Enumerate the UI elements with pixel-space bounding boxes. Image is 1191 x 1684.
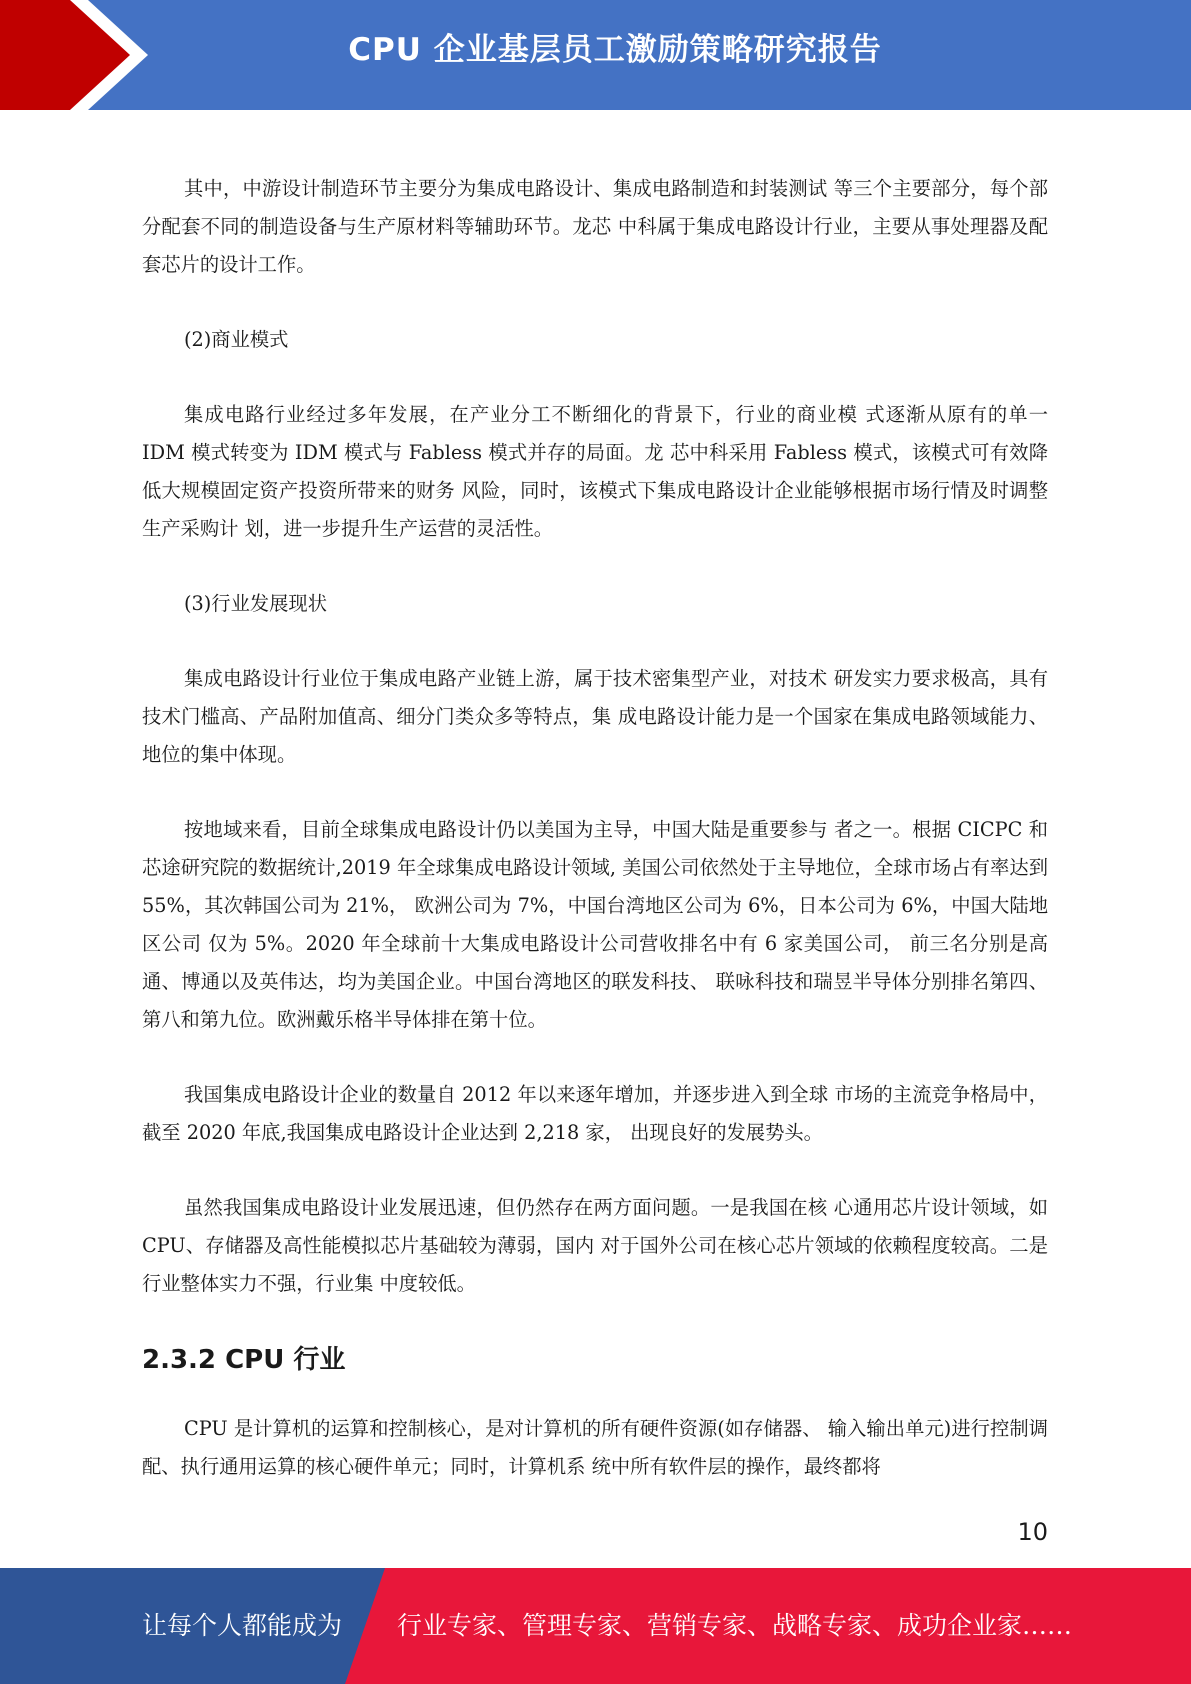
paragraph: 按地域来看，目前全球集成电路设计仍以美国为主导，中国大陆是重要参与 者之一。根据 CICPC 和芯途研究院的数据统计,2019 年全球集成电路设计领域, 美国公司依然处于主导地位，全球市场占有率达到 55%，其次韩国公司为 21%， 欧洲公司为 7%，中国台湾地区公司为 6%，日本公司为 6%，中国大陆地区公司 仅为 5%。2020 年全球前十大集成电路设计公司营收排名中有 6 家美国公司， 前三名分别是高通、博通以及英伟达，均为美国企业。中国台湾地区的联发科技、 联咏科技和瑞昱半导体分别排名第四、第八和第九位。欧洲戴乐格半导体排在第十位。 — [142, 818, 1048, 1031]
document-title: CPU 企业基层员工激励策略研究报告 — [348, 32, 882, 68]
subsection-label: (3)行业发展现状 — [184, 592, 327, 615]
paragraph: 虽然我国集成电路设计业发展迅速，但仍然存在两方面问题。一是我国在核 心通用芯片设计领域，如 CPU、存储器及高性能模拟芯片基础较为薄弱，国内 对于国外公司在核心芯片领域的依赖程度较高。二是行业整体实力不强，行业集 中度较低。 — [142, 1196, 1048, 1295]
page-number: 10 — [1017, 1518, 1048, 1546]
paragraph: 集成电路行业经过多年发展，在产业分工不断细化的背景下，行业的商业模 式逐渐从原有的单一 IDM 模式转变为 IDM 模式与 Fabless 模式并存的局面。龙 芯中科采用 Fabless 模式，该模式可有效降低大规模固定资产投资所带来的财务 风险，同时，该模式下集成电路设计企业能够根据市场行情及时调整生产采购计 划，进一步提升生产运营的灵活性。 — [142, 403, 1048, 540]
paragraph: 我国集成电路设计企业的数量自 2012 年以来逐年增加，并逐步进入到全球 市场的主流竞争格局中，截至 2020 年底,我国集成电路设计企业达到 2,218 家， 出现良好的发展势头。 — [142, 1083, 1048, 1144]
section-heading: 2.3.2 CPU 行业 — [142, 1345, 346, 1375]
paragraph: CPU 是计算机的运算和控制核心，是对计算机的所有硬件资源(如存储器、 输入输出单元)进行控制调配、执行通用运算的核心硬件单元；同时，计算机系 统中所有软件层的操作，最终都将 — [142, 1417, 1048, 1478]
page-header — [0, 0, 1191, 110]
paragraph: 其中，中游设计制造环节主要分为集成电路设计、集成电路制造和封装测试 等三个主要部分，每个部分配套不同的制造设备与生产原材料等辅助环节。龙芯 中科属于集成电路设计行业，主要从事处理器及配套芯片的设计工作。 — [142, 177, 1048, 276]
page-footer — [0, 1568, 1191, 1684]
footer-slogan-left: 让每个人都能成为 — [142, 1611, 343, 1640]
subsection-label: (2)商业模式 — [184, 328, 289, 351]
paragraph: 集成电路设计行业位于集成电路产业链上游，属于技术密集型产业，对技术 研发实力要求极高，具有技术门槛高、产品附加值高、细分门类众多等特点，集 成电路设计能力是一个国家在集成电路领域能力、地位的集中体现。 — [142, 667, 1048, 766]
footer-slogan-right: 行业专家、管理专家、营销专家、战略专家、成功企业家…… — [397, 1611, 1073, 1640]
page-body — [142, 170, 1048, 1523]
